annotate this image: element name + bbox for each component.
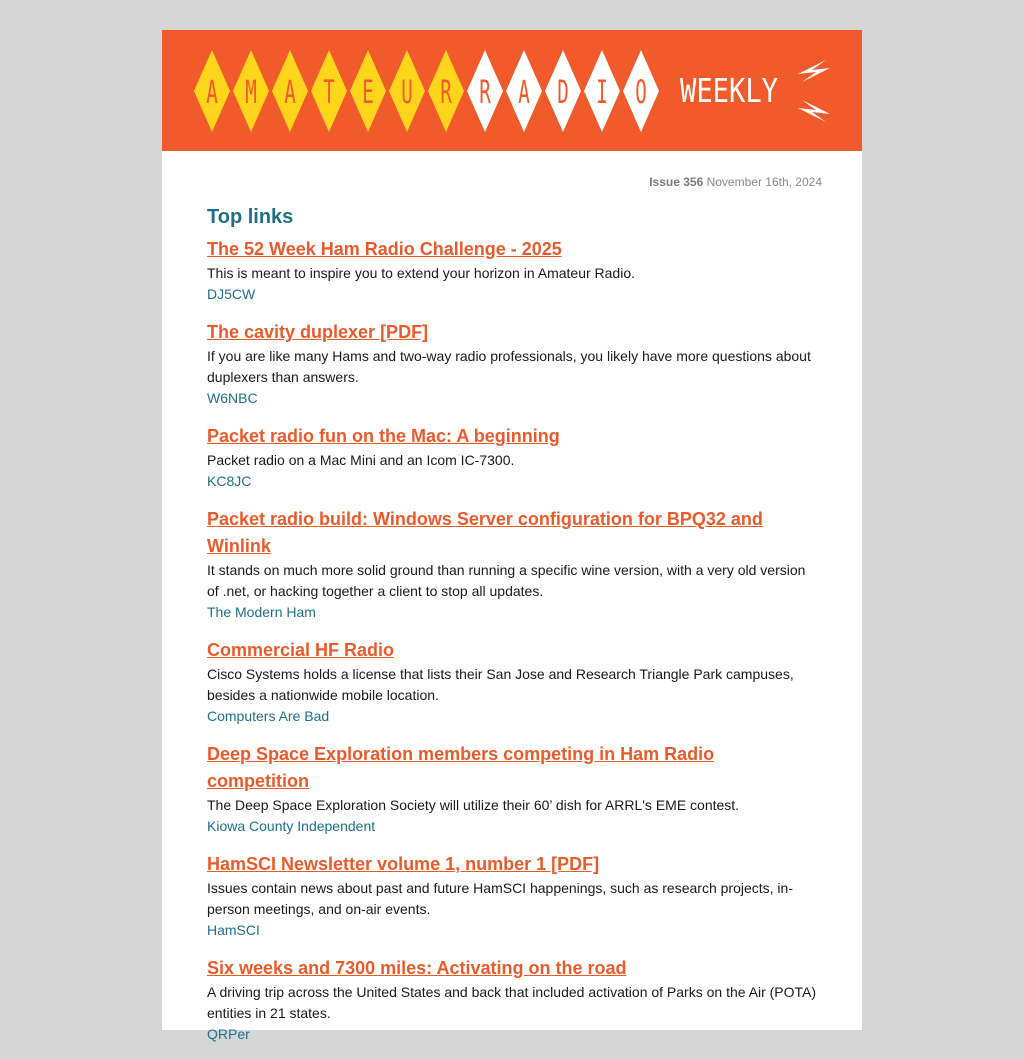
issue-date: November 16th, 2024 (706, 175, 822, 189)
logo-letter: R (440, 75, 452, 112)
item-source[interactable]: The Modern Ham (207, 604, 316, 620)
list-item (207, 637, 817, 727)
item-link[interactable]: HamSCI Newsletter volume 1, number 1 [PDF] (207, 854, 600, 874)
item-description: Packet radio on a Mac Mini and an Icom IC-7300. (207, 452, 515, 468)
item-description: Cisco Systems holds a license that lists their San Jose and Research Triangle Park campuses, besides a nationwide mobile location. (207, 666, 794, 703)
logo-letter: A (518, 75, 530, 112)
item-description: A driving trip across the United States and back that included activation of Parks on the Air (POTA) entities in 21 states. (207, 984, 817, 1021)
list-item (207, 506, 817, 623)
issue-number: Issue 356 (649, 175, 704, 189)
item-link[interactable]: The cavity duplexer [PDF] (207, 322, 429, 342)
item-link[interactable]: Packet radio fun on the Mac: A beginning (207, 426, 560, 446)
header-banner (162, 30, 862, 151)
item-description: Issues contain news about past and future HamSCI happenings, such as research projects, in-person meetings, and on-air events. (207, 880, 793, 917)
list-item (207, 955, 817, 1045)
issue-meta (649, 175, 822, 189)
item-description: If you are like many Hams and two-way radio professionals, you likely have more questions about duplexers than answers. (207, 348, 811, 385)
section-title: Top links (207, 206, 294, 228)
logo-letter: U (401, 75, 413, 112)
logo-svg (162, 30, 862, 151)
item-source[interactable]: W6NBC (207, 390, 258, 406)
logo-letter: R (479, 75, 491, 112)
item-source[interactable]: QRPer (207, 1026, 250, 1042)
item-description: This is meant to inspire you to extend your horizon in Amateur Radio. (207, 265, 635, 281)
item-description: The Deep Space Exploration Society will utilize their 60’ dish for ARRL's EME contest. (207, 797, 740, 813)
item-source[interactable]: Kiowa County Independent (207, 818, 376, 834)
item-link[interactable]: The 52 Week Ham Radio Challenge - 2025 (207, 239, 562, 259)
item-description: It stands on much more solid ground than running a specific wine version, with a very old version of .net, or hacking together a client to stop all updates. (207, 562, 806, 599)
logo-letter: A (206, 75, 218, 112)
logo-letter: O (635, 75, 647, 112)
list-item (207, 851, 817, 941)
item-source[interactable]: DJ5CW (207, 286, 256, 302)
item-source[interactable]: KC8JC (207, 473, 252, 489)
logo-letter: D (557, 75, 569, 112)
item-link[interactable]: Deep Space Exploration members competing in Ham Radio competition (207, 744, 715, 791)
list-item (207, 319, 817, 409)
logo-letter: T (323, 75, 335, 112)
logo-letter: A (284, 75, 296, 112)
item-source[interactable]: Computers Are Bad (207, 708, 330, 724)
list-item (207, 741, 817, 837)
item-link[interactable]: Commercial HF Radio (207, 640, 395, 660)
logo-letter: E (362, 75, 374, 112)
lightning-bolt-icon (798, 60, 830, 122)
list-item (207, 236, 817, 305)
item-source[interactable]: HamSCI (207, 922, 260, 938)
logo-letter: I (596, 75, 608, 112)
logo-letter: M (245, 75, 257, 112)
item-link[interactable]: Packet radio build: Windows Server configuration for BPQ32 and Winlink (207, 509, 763, 556)
newsletter-card (162, 30, 862, 1042)
list-item (207, 423, 817, 492)
top-links-section (207, 204, 817, 1059)
weekly-text: WEEKLY (680, 71, 779, 110)
item-link[interactable]: Six weeks and 7300 miles: Activating on the road (207, 958, 627, 978)
